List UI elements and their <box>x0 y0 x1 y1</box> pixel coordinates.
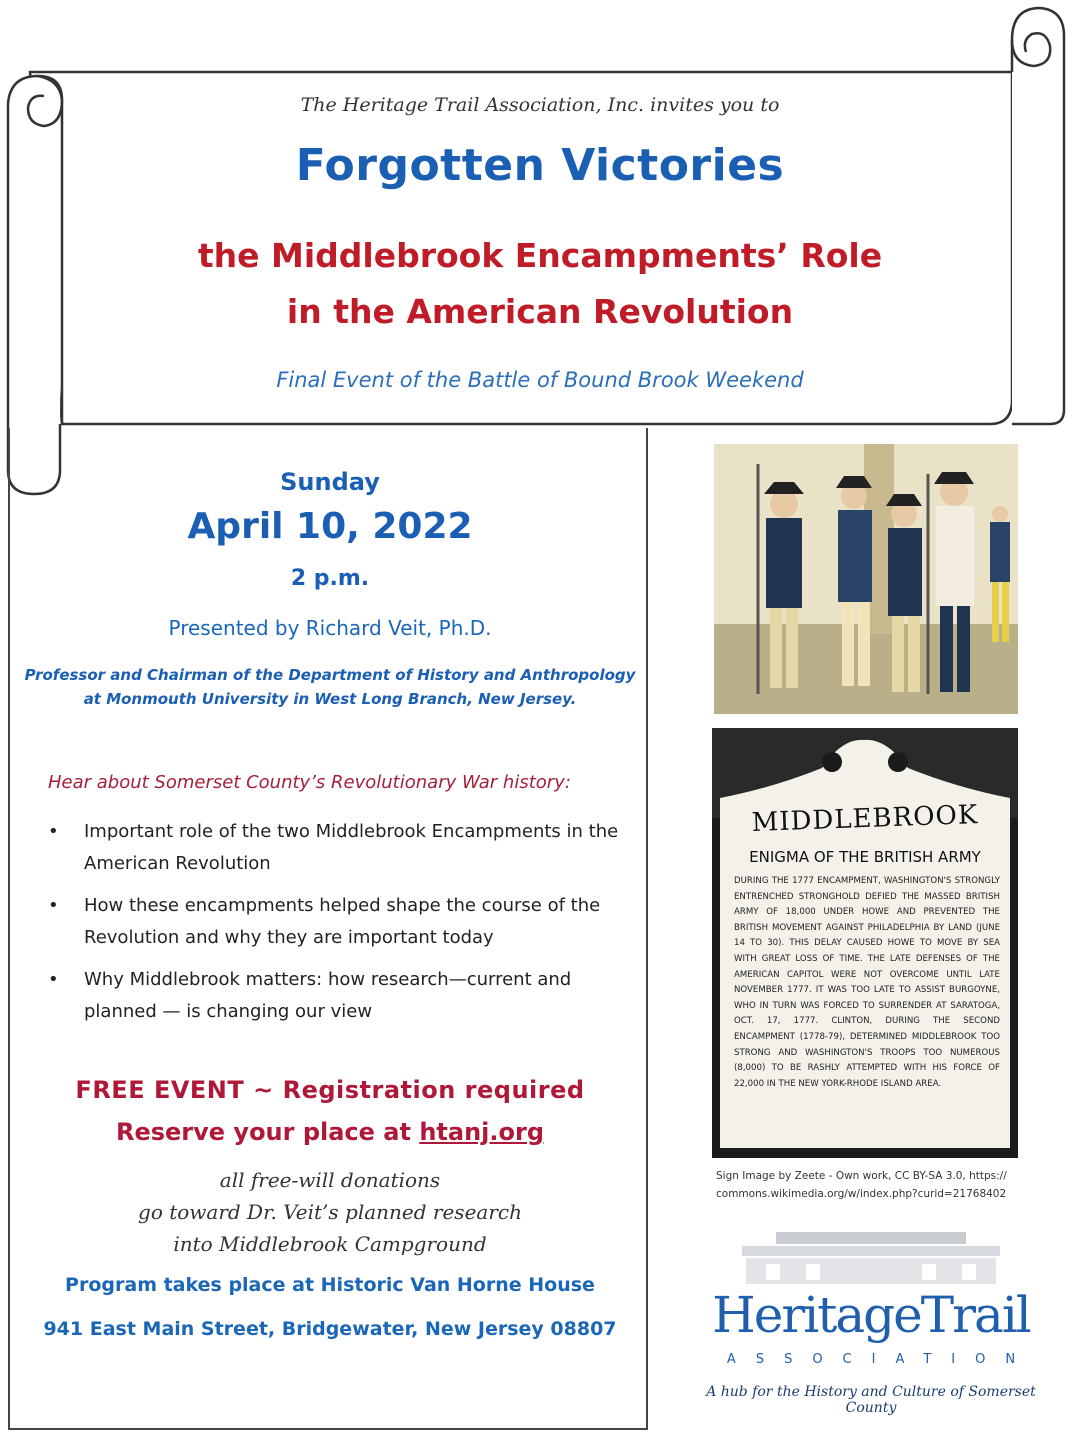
image-credit-line-1: Sign Image by Zeete - Own work, CC BY-SA 3.0, https:// <box>716 1170 1007 1182</box>
sign-subtitle: ENIGMA OF THE BRITISH ARMY <box>749 848 981 866</box>
logo-wordmark: HeritageTrail <box>712 1286 1030 1344</box>
event-time: 2 p.m. <box>290 566 370 591</box>
list-item <box>46 964 636 1028</box>
final-event-line: Final Event of the Battle of Bound Brook Weekend <box>276 368 804 392</box>
bullet-icon: • <box>48 821 59 842</box>
bullet-icon: • <box>48 969 59 990</box>
subtitle-line-2: in the American Revolution <box>286 292 794 331</box>
event-title: Forgotten Victories <box>295 140 785 191</box>
sign-title: MIDDLEBROOK <box>751 800 979 838</box>
sign-board <box>720 798 1010 1148</box>
sign-text: DURING THE 1777 ENCAMPMENT, WASHINGTON'S STRONGLY ENTRENCHED STRONGHOLD DEFIED THE MASSED BRITISH ARMY OF 18,000 UNDER HOWE AND PREVENTED THE BRITISH MOVEMENT AGAINST PHILADELPHIA BY LAND (JUNE 14 TO 30). THIS DELAY CAUSED HOWE TO MOVE BY SEA WITH GREAT LOSS OF TIME. THE LATE DEFENSES OF THE AMERICAN CAPITOL WERE NOT OVERCOME UNTIL LATE NOVEMBER 1777. IT WAS TOO LATE TO ASSIST BURGOYNE, WHO IN TURN WAS FORCED TO SURRENDER AT SARATOGA, OCT. 17, 1777. CLINTON, DURING THE SECOND ENCAMPMENT (1778-79), DETERMINED MIDDLEBROOK TOO STRONG AND WASHINGTON'S TROOPS TOO NUMEROUS (8,000) TO BE RASHLY ATTEMPTED WITH HIS FORCE OF 22,000 IN THE NEW YORK-RHODE ISLAND AREA. <box>734 876 1000 1089</box>
topics-list <box>46 816 636 1038</box>
donation-line-1: all free-will donations <box>219 1168 441 1192</box>
heritage-trail-logo <box>706 1224 1036 1414</box>
logo-tagline: A hub for the History and Culture of Somerset County <box>706 1384 1036 1416</box>
house-silhouette-icon <box>706 1224 1036 1294</box>
topic-text: Why Middlebrook matters: how research—current and planned — is changing our view <box>84 969 572 1022</box>
middlebrook-sign-photo <box>712 728 1018 1158</box>
presenter: Presented by Richard Veit, Ph.D. <box>168 616 492 640</box>
venue-address: 941 East Main Street, Bridgewater, New Jersey 08807 <box>43 1318 617 1340</box>
event-day: Sunday <box>280 468 380 496</box>
free-event-notice: FREE EVENT ~ Registration required <box>75 1076 585 1104</box>
reserve-prefix: Reserve your place at <box>115 1118 420 1146</box>
event-subtitle <box>70 228 1010 340</box>
bullet-icon: • <box>48 895 59 916</box>
reserve-line <box>10 1118 650 1146</box>
subtitle-line-1: the Middlebrook Encampments’ Role <box>197 236 883 275</box>
event-date: April 10, 2022 <box>187 506 473 547</box>
affiliation-line-1: Professor and Chairman of the Department of History and Anthropology <box>24 666 636 684</box>
donation-line-2: go toward Dr. Veit’s planned research <box>138 1200 522 1224</box>
event-details-panel <box>8 428 648 1430</box>
image-credit-line-2: commons.wikimedia.org/w/index.php?curid=21768402 <box>716 1188 1007 1200</box>
list-item <box>46 890 636 954</box>
topic-text: Important role of the two Middlebrook Encampments in the American Revolution <box>84 821 619 874</box>
registration-link[interactable]: htanj.org <box>419 1118 544 1146</box>
logo-association: ASSOCIATION <box>726 1352 1036 1367</box>
donation-line-3: into Middlebrook Campground <box>173 1232 487 1256</box>
venue-line: Program takes place at Historic Van Horne House <box>65 1274 595 1296</box>
topic-text: How these encampments helped shape the course of the Revolution and why they are important today <box>84 895 601 948</box>
list-item <box>46 816 636 880</box>
affiliation-line-2: at Monmouth University in West Long Branch, New Jersey. <box>83 690 577 708</box>
invitation-line: The Heritage Trail Association, Inc. invites you to <box>300 94 780 116</box>
soldiers-illustration <box>714 444 1018 714</box>
topics-heading: Hear about Somerset County’s Revolutionary War history: <box>48 772 571 793</box>
